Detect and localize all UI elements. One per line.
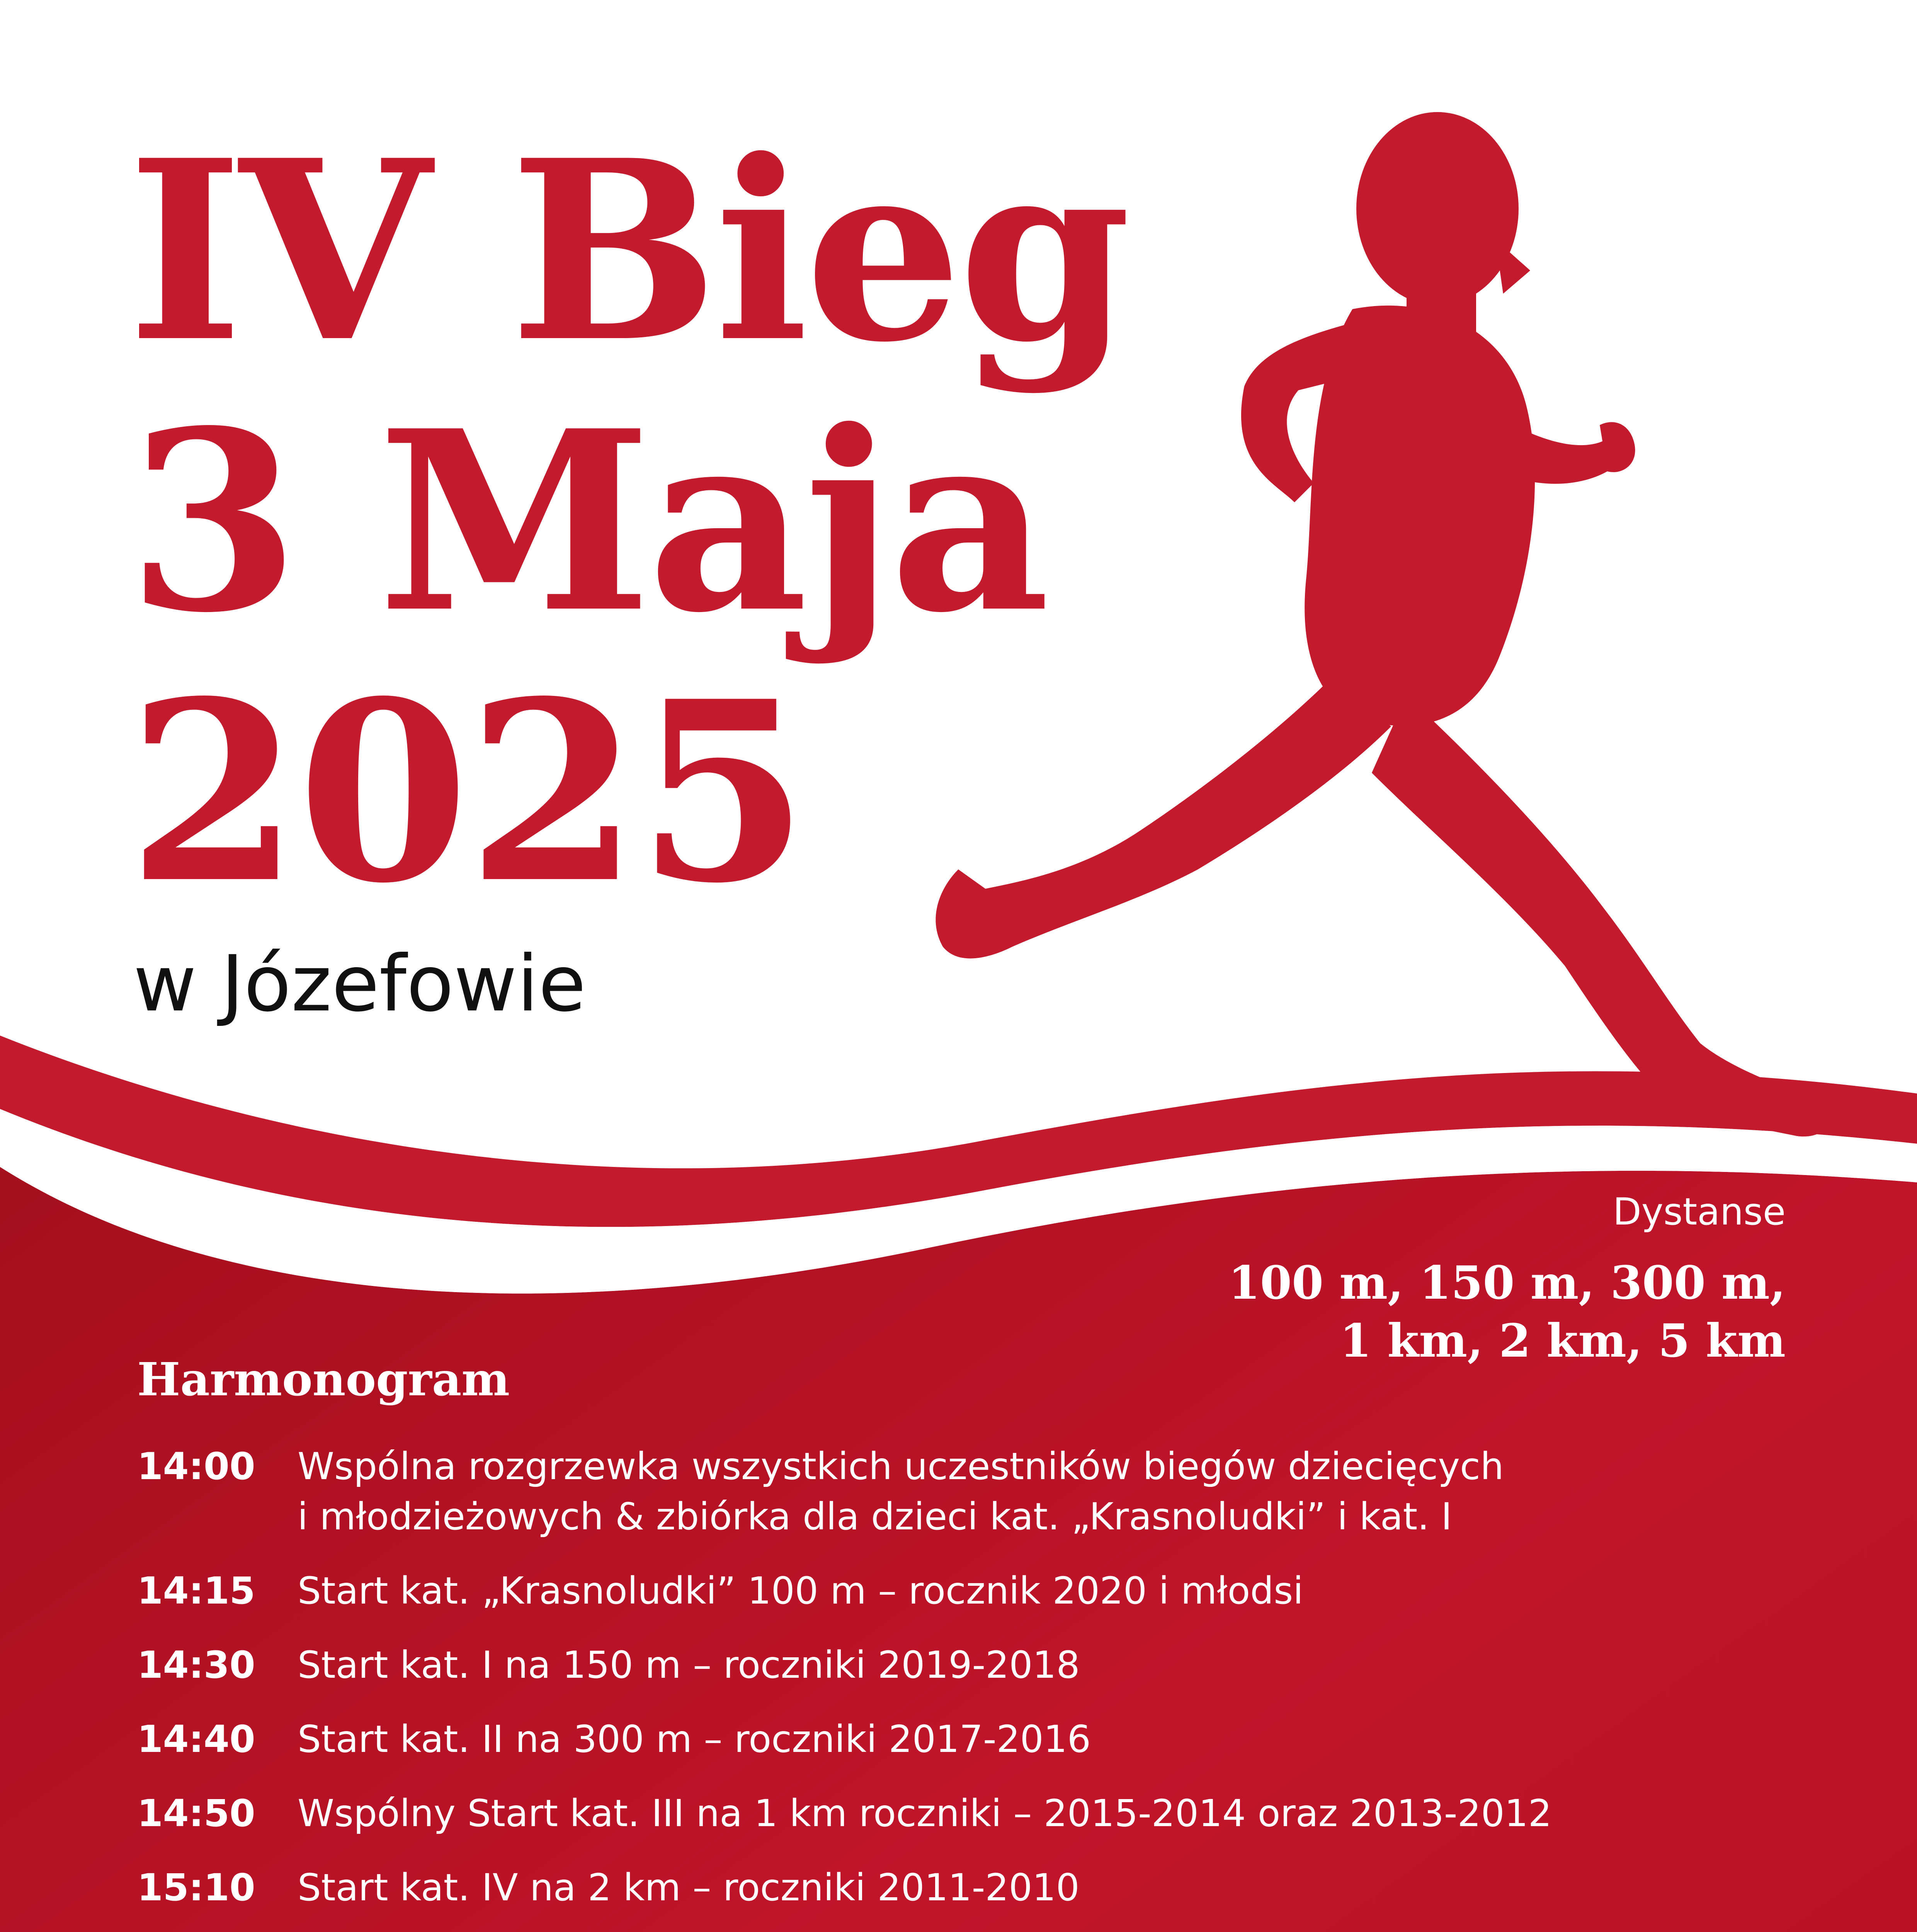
schedule-row <box>137 1566 1799 1616</box>
schedule-row <box>137 1714 1799 1764</box>
title-line-3: 2025 <box>128 647 807 937</box>
schedule-time: 14:50 <box>137 1792 255 1835</box>
schedule-time: 15:10 <box>137 1866 255 1909</box>
title-line-2: 3 Maja <box>128 376 1046 667</box>
schedule-time: 14:00 <box>137 1445 255 1488</box>
schedule-description <box>298 1441 1504 1542</box>
schedule-description: Start kat. IV na 2 km – roczniki 2011-2010 <box>298 1866 1080 1909</box>
subtitle: w Józefowie <box>133 939 586 1029</box>
schedule-description: Start kat. II na 300 m – roczniki 2017-2016 <box>298 1718 1091 1761</box>
schedule-description-line: Wspólna rozgrzewka wszystkich uczestników biegów dziecięcych <box>298 1445 1504 1488</box>
schedule-time: 14:30 <box>137 1643 255 1687</box>
distances-line-2: 1 km, 2 km, 5 km <box>1340 1314 1786 1367</box>
schedule-title: Harmonogram <box>137 1352 510 1406</box>
distances-line-1: 100 m, 150 m, 300 m, <box>1228 1256 1786 1310</box>
schedule-description: Start kat. „Krasnoludki” 100 m – rocznik 2020 i młodsi <box>298 1569 1303 1612</box>
distances-label: Dystanse <box>1613 1190 1786 1233</box>
title-line-1: IV Bieg <box>128 106 1128 396</box>
schedule-row <box>137 1862 1799 1913</box>
schedule-description: Start kat. I na 150 m – roczniki 2019-2018 <box>298 1643 1080 1687</box>
schedule-row <box>137 1640 1799 1690</box>
schedule-row <box>137 1441 1799 1542</box>
schedule-time: 14:15 <box>137 1569 255 1612</box>
schedule-row <box>137 1788 1799 1838</box>
schedule-description: Wspólny Start kat. III na 1 km roczniki – 2015-2014 oraz 2013-2012 <box>298 1792 1552 1835</box>
schedule-time: 14:40 <box>137 1718 255 1761</box>
schedule-description-line: i młodzieżowych & zbiórka dla dzieci kat. „Krasnoludki” i kat. I <box>298 1495 1452 1538</box>
schedule-list <box>137 1441 1799 1932</box>
